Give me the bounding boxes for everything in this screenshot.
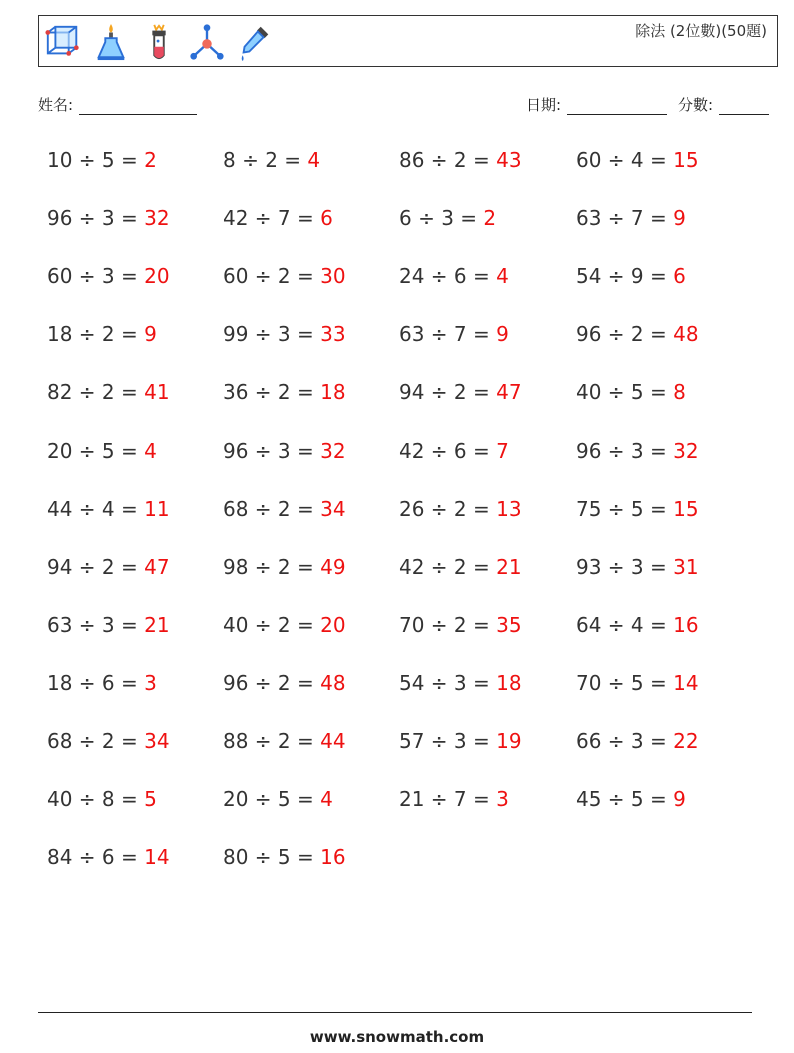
problem-item bbox=[223, 555, 346, 579]
problem-question: 20 ÷ 5 = bbox=[223, 787, 321, 812]
name-blank bbox=[79, 100, 197, 115]
problem-answer: 6 bbox=[320, 206, 333, 231]
problem-item bbox=[576, 148, 699, 172]
problem-item bbox=[47, 264, 170, 288]
problem-answer: 14 bbox=[673, 670, 699, 695]
problem-question: 42 ÷ 7 = bbox=[223, 206, 321, 231]
date-blank bbox=[567, 100, 667, 115]
problem-question: 18 ÷ 6 = bbox=[47, 670, 145, 695]
problem-answer: 4 bbox=[496, 264, 509, 289]
problem-question: 6 ÷ 3 = bbox=[399, 206, 484, 231]
problem-item bbox=[399, 613, 522, 637]
problem-item bbox=[399, 787, 509, 811]
problem-item bbox=[47, 439, 157, 463]
problem-question: 10 ÷ 5 = bbox=[47, 148, 145, 172]
problem-answer: 15 bbox=[673, 496, 699, 521]
problem-answer: 32 bbox=[320, 438, 346, 463]
problem-question: 60 ÷ 3 = bbox=[47, 264, 145, 289]
problem-question: 75 ÷ 5 = bbox=[576, 496, 674, 521]
problem-item bbox=[399, 439, 509, 463]
problem-question: 93 ÷ 3 = bbox=[576, 554, 674, 579]
problem-question: 21 ÷ 7 = bbox=[399, 787, 497, 812]
problem-answer: 43 bbox=[496, 148, 522, 172]
problem-answer: 34 bbox=[144, 729, 170, 753]
problem-question: 96 ÷ 3 = bbox=[47, 206, 145, 231]
problem-item bbox=[47, 497, 170, 521]
name-field bbox=[38, 94, 197, 115]
problem-item bbox=[223, 206, 333, 230]
problem-item bbox=[47, 380, 170, 404]
problem-item bbox=[576, 671, 699, 695]
problem-item bbox=[576, 613, 699, 637]
problem-item bbox=[47, 787, 157, 811]
problem-question: 82 ÷ 2 = bbox=[47, 380, 145, 405]
problem-item bbox=[223, 671, 346, 695]
problem-question: 99 ÷ 3 = bbox=[223, 322, 321, 347]
problem-question: 57 ÷ 3 = bbox=[399, 729, 497, 753]
problem-question: 40 ÷ 2 = bbox=[223, 612, 321, 637]
problem-answer: 9 bbox=[673, 787, 686, 812]
header-icons bbox=[43, 20, 275, 64]
problem-item bbox=[47, 555, 170, 579]
problem-answer: 32 bbox=[144, 206, 170, 231]
problem-item bbox=[576, 729, 699, 753]
problem-item bbox=[223, 613, 346, 637]
footer-site: www.snowmath.com bbox=[309, 1028, 485, 1046]
problem-question: 96 ÷ 2 = bbox=[223, 670, 321, 695]
score-blank bbox=[719, 100, 769, 115]
problem-question: 40 ÷ 8 = bbox=[47, 787, 145, 812]
problem-question: 84 ÷ 6 = bbox=[47, 845, 145, 870]
problem-item bbox=[223, 787, 333, 811]
problem-item bbox=[47, 729, 170, 753]
problem-question: 94 ÷ 2 = bbox=[47, 554, 145, 579]
problem-item bbox=[576, 439, 699, 463]
problem-answer: 4 bbox=[144, 438, 157, 463]
problem-item bbox=[223, 729, 346, 753]
problem-question: 63 ÷ 3 = bbox=[47, 612, 145, 637]
problem-question: 70 ÷ 2 = bbox=[399, 612, 497, 637]
problem-item bbox=[223, 497, 346, 521]
problem-answer: 34 bbox=[320, 496, 346, 521]
problem-answer: 19 bbox=[496, 729, 522, 753]
problem-question: 64 ÷ 4 = bbox=[576, 612, 674, 637]
problem-item bbox=[399, 555, 522, 579]
problem-answer: 44 bbox=[320, 729, 346, 753]
problem-question: 96 ÷ 2 = bbox=[576, 322, 674, 347]
problem-answer: 47 bbox=[496, 380, 522, 405]
problem-answer: 16 bbox=[320, 845, 346, 870]
problem-question: 26 ÷ 2 = bbox=[399, 496, 497, 521]
problem-question: 8 ÷ 2 = bbox=[223, 148, 308, 172]
problem-answer: 33 bbox=[320, 322, 346, 347]
problem-item bbox=[576, 380, 686, 404]
problem-answer: 9 bbox=[673, 206, 686, 231]
problem-answer: 6 bbox=[673, 264, 686, 289]
problem-answer: 30 bbox=[320, 264, 346, 289]
problem-item bbox=[576, 497, 699, 521]
problem-question: 45 ÷ 5 = bbox=[576, 787, 674, 812]
problem-question: 60 ÷ 2 = bbox=[223, 264, 321, 289]
problem-question: 80 ÷ 5 = bbox=[223, 845, 321, 870]
problem-answer: 2 bbox=[144, 148, 157, 172]
problem-item bbox=[223, 148, 320, 172]
worksheet-header bbox=[38, 15, 778, 67]
problem-item bbox=[223, 380, 346, 404]
problem-answer: 22 bbox=[673, 729, 699, 753]
name-label: 姓名: bbox=[38, 96, 74, 114]
problem-answer: 3 bbox=[496, 787, 509, 812]
molecule-icon bbox=[187, 20, 227, 64]
problem-answer: 3 bbox=[144, 670, 157, 695]
problem-item bbox=[47, 613, 170, 637]
problem-answer: 7 bbox=[496, 438, 509, 463]
problem-answer: 18 bbox=[320, 380, 346, 405]
footer-divider bbox=[38, 1012, 752, 1013]
problem-question: 42 ÷ 6 = bbox=[399, 438, 497, 463]
problem-item bbox=[576, 555, 699, 579]
problem-answer: 20 bbox=[144, 264, 170, 289]
problem-item bbox=[399, 729, 522, 753]
score-label: 分數: bbox=[678, 96, 714, 114]
problem-item bbox=[399, 380, 522, 404]
problem-item bbox=[47, 206, 170, 230]
problem-question: 96 ÷ 3 = bbox=[576, 438, 674, 463]
problem-question: 42 ÷ 2 = bbox=[399, 554, 497, 579]
problem-question: 63 ÷ 7 = bbox=[399, 322, 497, 347]
problem-item bbox=[223, 322, 346, 346]
problem-item bbox=[47, 845, 170, 869]
problem-answer: 31 bbox=[673, 554, 699, 579]
problem-item bbox=[223, 845, 346, 869]
problem-answer: 49 bbox=[320, 554, 346, 579]
problem-question: 63 ÷ 7 = bbox=[576, 206, 674, 231]
problem-answer: 4 bbox=[320, 787, 333, 812]
cube-icon bbox=[43, 20, 83, 64]
problem-item bbox=[399, 264, 509, 288]
problem-item bbox=[399, 497, 522, 521]
problem-question: 68 ÷ 2 = bbox=[223, 496, 321, 521]
problem-answer: 48 bbox=[320, 670, 346, 695]
problem-answer: 41 bbox=[144, 380, 170, 405]
problem-item bbox=[223, 439, 346, 463]
score-field bbox=[678, 94, 769, 115]
worksheet-title: 除法 (2位數)(50題) bbox=[635, 22, 767, 40]
problem-answer: 9 bbox=[496, 322, 509, 347]
problem-question: 98 ÷ 2 = bbox=[223, 554, 321, 579]
problem-answer: 15 bbox=[673, 148, 699, 172]
problem-answer: 48 bbox=[673, 322, 699, 347]
problem-answer: 13 bbox=[496, 496, 522, 521]
problem-item bbox=[47, 322, 157, 346]
problem-answer: 4 bbox=[307, 148, 321, 172]
problem-item bbox=[399, 148, 522, 172]
problem-item bbox=[47, 671, 157, 695]
problem-question: 70 ÷ 5 = bbox=[576, 670, 674, 695]
problem-question: 86 ÷ 2 = bbox=[399, 148, 497, 172]
problem-answer: 21 bbox=[144, 612, 170, 637]
problem-item bbox=[399, 206, 496, 230]
problem-item bbox=[576, 206, 686, 230]
problem-answer: 35 bbox=[496, 612, 522, 637]
date-label: 日期: bbox=[526, 96, 562, 114]
problem-answer: 11 bbox=[144, 496, 170, 521]
problem-question: 24 ÷ 6 = bbox=[399, 264, 497, 289]
problem-answer: 21 bbox=[496, 554, 522, 579]
date-field bbox=[526, 94, 667, 115]
problem-question: 88 ÷ 2 = bbox=[223, 729, 321, 753]
problem-question: 54 ÷ 9 = bbox=[576, 264, 674, 289]
problem-item bbox=[47, 148, 157, 172]
problem-question: 44 ÷ 4 = bbox=[47, 496, 145, 521]
problem-item bbox=[399, 671, 522, 695]
problem-item bbox=[576, 264, 686, 288]
problem-item bbox=[576, 322, 699, 346]
problem-question: 20 ÷ 5 = bbox=[47, 438, 145, 463]
dropper-icon bbox=[235, 20, 275, 64]
problem-answer: 8 bbox=[673, 380, 686, 405]
problem-question: 18 ÷ 2 = bbox=[47, 322, 145, 347]
test-tube-icon bbox=[139, 20, 179, 64]
problem-question: 36 ÷ 2 = bbox=[223, 380, 321, 405]
problem-answer: 2 bbox=[483, 206, 497, 231]
problem-item bbox=[223, 264, 346, 288]
problem-question: 40 ÷ 5 = bbox=[576, 380, 674, 405]
problem-item bbox=[399, 322, 509, 346]
problem-answer: 14 bbox=[144, 845, 170, 870]
problem-answer: 9 bbox=[144, 322, 157, 347]
problem-question: 66 ÷ 3 = bbox=[576, 729, 674, 753]
problem-answer: 5 bbox=[144, 787, 157, 812]
problem-question: 96 ÷ 3 = bbox=[223, 438, 321, 463]
problem-answer: 20 bbox=[320, 612, 346, 637]
problem-item bbox=[576, 787, 686, 811]
problem-question: 60 ÷ 4 = bbox=[576, 148, 674, 172]
problem-question: 68 ÷ 2 = bbox=[47, 729, 145, 753]
problem-answer: 47 bbox=[144, 554, 170, 579]
problem-answer: 32 bbox=[673, 438, 699, 463]
problem-answer: 18 bbox=[496, 670, 522, 695]
problem-question: 94 ÷ 2 = bbox=[399, 380, 497, 405]
flask-icon bbox=[91, 20, 131, 64]
problem-answer: 16 bbox=[673, 612, 699, 637]
problem-question: 54 ÷ 3 = bbox=[399, 670, 497, 695]
